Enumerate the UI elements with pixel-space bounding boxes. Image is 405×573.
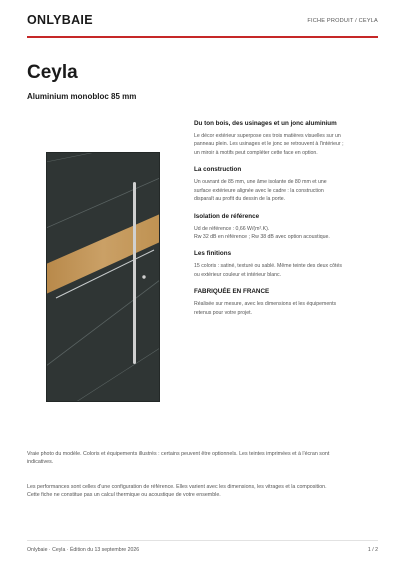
section-heading: Du ton bois, des usinages et un jonc aluminium bbox=[194, 120, 337, 127]
section-text: Le décor extérieur superpose ces trois matières visuelles sur un panneau plein. Les usinages et le jonc se retrouvent à l'intérieur ; un miroir à motifs peut compléter cette face en option. bbox=[194, 133, 344, 156]
feature-section bbox=[194, 213, 379, 242]
section-heading: La construction bbox=[194, 166, 242, 174]
feature-section bbox=[194, 166, 379, 203]
feature-section bbox=[194, 288, 379, 317]
page-number: 1 / 2 bbox=[367, 547, 378, 553]
footer-edition: Onlybaie · Ceyla · Édition du 13 septembre 2026 bbox=[27, 547, 140, 553]
lock-cylinder bbox=[142, 275, 145, 278]
photo-disclaimer: Vraie photo du modèle. Coloris et équipements illustrés : certains peuvent être optionnels. Les teintes imprimées et à l'écran sont indicatives. bbox=[27, 451, 330, 466]
page-subtitle: Aluminium monobloc 85 mm bbox=[27, 92, 137, 101]
door-illustration bbox=[46, 152, 160, 402]
feature-column bbox=[194, 120, 379, 326]
page-title: Ceyla bbox=[27, 62, 78, 83]
section-text: Réalisée sur mesure, avec les dimensions et les équipements retenus pour votre projet. bbox=[194, 301, 337, 316]
breadcrumb: FICHE PRODUIT / CEYLA bbox=[307, 18, 378, 24]
section-text: 15 coloris : satiné, texturé ou sablé. Même teinte des deux côtés ou extérieur couleur et intérieur blanc. bbox=[194, 263, 342, 278]
feature-section bbox=[194, 250, 379, 279]
section-heading: Les finitions bbox=[194, 250, 232, 258]
header-rule bbox=[27, 36, 378, 38]
section-text: Ud de référence : 0,66 W/(m².K). Rw 32 dB en référence ; Rw 38 dB avec option acoustique. bbox=[194, 225, 330, 240]
feature-section bbox=[194, 120, 379, 157]
brand-logo: ONLYBAIE bbox=[27, 13, 93, 27]
section-text: Un ouvrant de 85 mm, une âme isolante de 80 mm et une surface extérieure alignée avec le cadre : la construction disparaît au profit du dessin de la porte. bbox=[194, 179, 327, 203]
section-heading: FABRIQUÉE EN FRANCE bbox=[194, 288, 270, 296]
door-photo bbox=[46, 152, 160, 407]
door-handle-bar bbox=[133, 182, 136, 364]
section-heading: Isolation de référence bbox=[194, 212, 260, 220]
footer-rule bbox=[27, 540, 378, 541]
performance-disclaimer: Les performances sont celles d'une configuration de référence. Elles varient avec les dimensions, les vitrages et la composition. Cette fiche ne constitue pas un calcul thermique ou acoustique de votre ensemble. bbox=[27, 484, 327, 499]
